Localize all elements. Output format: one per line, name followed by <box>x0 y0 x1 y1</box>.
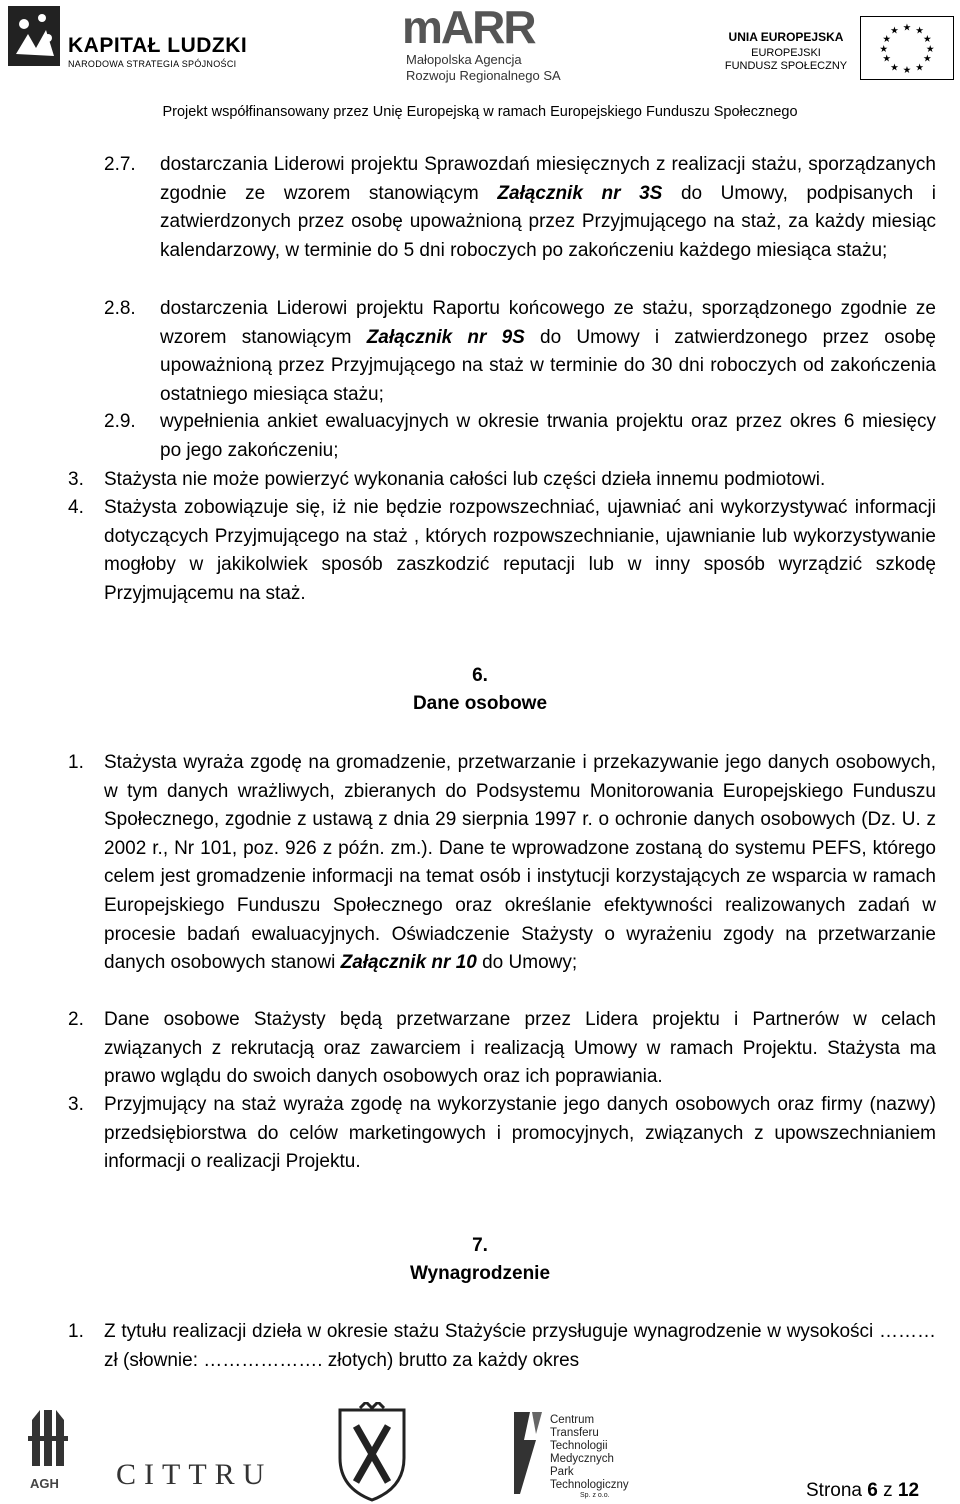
marr-wordmark: mARR <box>402 1 535 53</box>
item-text: dostarczenia Liderowi projektu Raportu końcowego ze stażu, sporządzonego zgodnie ze wzorem stanowiącym Załącznik nr 9S do Umowy i zatwierdzonego przez osobę upoważnioną przez Przyjmującego na staż w terminie do 30 dni roboczych od zakończenia ostatniego miesiąca stażu; <box>160 298 936 405</box>
page-current: 6 <box>867 1480 878 1501</box>
item-text: Z tytułu realizacji dzieła w okresie stażu Stażyście przysługuje wynagrodzenie w wysokości ……… zł (słownie: ………………. złotych) brutto za każdy okres <box>104 1321 936 1371</box>
marr-name-line2: Rozwoju Regionalnego SA <box>406 68 561 83</box>
page-total: 12 <box>897 1480 920 1501</box>
item-text: wypełnienia ankiet ewaluacyjnych w okresie trwania projektu oraz przez okres 6 miesięcy po jego zakończeniu; <box>160 411 936 461</box>
ctt-line: Transferu <box>550 1427 599 1439</box>
ctt-line: Technologiczny <box>550 1479 629 1491</box>
ctt-line: Technologii <box>550 1440 608 1452</box>
page-prefix: Strona <box>806 1480 862 1501</box>
item-text: Stażysta nie może powierzyć wykonania całości lub części dzieła innemu podmiotowi. <box>104 469 826 490</box>
item-number: 3. <box>68 1094 84 1115</box>
item-number: 2. <box>68 1009 84 1030</box>
kapital-ludzki-logo <box>6 4 256 68</box>
svg-text:★: ★ <box>923 53 932 65</box>
svg-text:★: ★ <box>890 62 899 74</box>
ctt-line: Park <box>550 1466 574 1478</box>
item-number: 2.8. <box>104 298 136 319</box>
ctt-line: Centrum <box>550 1414 595 1426</box>
ctt-logo <box>510 1410 650 1500</box>
eu-fund-label-2: FUNDUSZ SPOŁECZNY <box>724 60 848 72</box>
item-text: Dane osobowe Stażysty będą przetwarzane przez Lidera projektu i Partnerów w celach związanych z rekrutacją oraz zawarciem i realizacją Umowy w ramach Projektu. Stażysta ma prawo wglądu do swoich danych osobowych oraz ich poprawiania. <box>104 1009 936 1088</box>
page-header <box>0 0 960 120</box>
agh-logo <box>26 1406 70 1498</box>
item-number: 1. <box>68 1321 84 1342</box>
eu-fund-label-1: EUROPEJSKI <box>751 47 821 59</box>
item-number: 1. <box>68 752 84 773</box>
section-7-number: 7. <box>472 1235 488 1256</box>
cofunding-notice: Projekt współfinansowany przez Unię Europejską w ramach Europejskiego Funduszu Społecznego <box>162 104 798 120</box>
page-number <box>806 1480 919 1502</box>
ctt-line: Medycznych <box>550 1453 614 1465</box>
ctt-emblem-icon <box>510 1410 546 1496</box>
svg-text:★: ★ <box>902 22 912 34</box>
item-number: 3. <box>68 469 84 490</box>
item-text: dostarczania Liderowi projektu Sprawozdań miesięcznych z realizacji stażu, sporządzanych zgodnie ze wzorem stanowiącym Załącznik nr 3S do Umowy, podpisanych i zatwierdzonych przez osobę upoważnioną przez Przyjmującego na staż, za każdy miesiąc kalendarzowy, w terminie do 5 dni roboczych po zakończeniu każdego miesiąca stażu; <box>160 154 936 261</box>
agh-label: AGH <box>30 1476 59 1491</box>
item-number: 4. <box>68 497 84 518</box>
svg-text:★: ★ <box>879 43 889 55</box>
item-text: Stażysta zobowiązuje się, iż nie będzie rozpowszechniać, ujawniać ani wykorzystywać informacji dotyczących Przyjmującego na staż , których rozpowszechnianie, ujawnianie lub wykorzystywanie mogłoby w jakikolwiek sposób zaszkodzić reputacji lub w inny sposób wyrządzić szkodę Przyjmującemu na staż. <box>104 497 936 604</box>
eu-logo <box>716 14 956 80</box>
svg-text:★: ★ <box>915 25 924 37</box>
svg-text:★: ★ <box>915 62 924 74</box>
svg-text:★: ★ <box>890 25 899 37</box>
item-number: 2.7. <box>104 154 136 175</box>
item-text: Stażysta wyraża zgodę na gromadzenie, przetwarzanie i przekazywanie jego danych osobowych, w tym danych wrażliwych, zbieranych do Podsystemu Monitorowania Europejskiego Funduszu Społecznego, zgodnie z ustawą z dnia 29 sierpnia 1997 r. o ochronie danych osobowych (Dz. U. z 2002 r., Nr 101, poz. 926 z późn. zm.). Dane te wprowadzone zostaną do systemu PEFS, którego celem jest gromadzenie informacji na temat osób i instytucji korzystających ze wsparcia w ramach Europejskiego Funduszu Społecznego oraz określanie efektywności realizowanych zadań w procesie badań ewaluacyjnych. Oświadczenie Stażysty o wyrażeniu zgody na przetwarzanie danych osobowych stanowi Załącznik nr 10 do Umowy; <box>104 752 936 974</box>
eu-union-label: UNIA EUROPEJSKA <box>728 30 844 44</box>
kapital-ludzki-title: KAPITAŁ LUDZKI <box>68 34 248 57</box>
marr-name-line1: Małopolska Agencja <box>406 52 522 67</box>
ctt-name <box>550 1414 629 1500</box>
svg-text:★: ★ <box>902 65 912 77</box>
marr-logo <box>400 2 570 86</box>
section-6-number: 6. <box>472 665 488 686</box>
university-crest-icon <box>330 1402 414 1502</box>
kapital-ludzki-subtitle: NARODOWA STRATEGIA SPÓJNOŚCI <box>68 59 237 69</box>
kapital-ludzki-emblem-icon <box>6 4 62 68</box>
svg-text:★: ★ <box>882 34 891 46</box>
page-footer <box>0 1400 960 1504</box>
cittru-logo: CITTRU <box>116 1458 273 1491</box>
svg-text:★: ★ <box>882 53 891 65</box>
section-6-title: Dane osobowe <box>412 693 548 714</box>
eu-flag-icon <box>860 16 954 80</box>
item-text: Przyjmujący na staż wyraża zgodę na wykorzystanie jego danych osobowych oraz firmy (nazwy) przedsiębiorstwa do celów marketingowych i promocyjnych, związanych z upowszechnianiem informacji o realizacji Projektu. <box>104 1094 936 1173</box>
svg-text:★: ★ <box>925 43 935 55</box>
item-number: 2.9. <box>104 411 136 432</box>
ctt-line: Sp. z o.o. <box>580 1492 610 1499</box>
eu-text-block <box>720 30 852 72</box>
agh-emblem-icon <box>26 1406 70 1468</box>
page-separator: z <box>883 1480 893 1501</box>
svg-text:★: ★ <box>923 34 932 46</box>
section-7-title: Wynagrodzenie <box>409 1263 551 1284</box>
